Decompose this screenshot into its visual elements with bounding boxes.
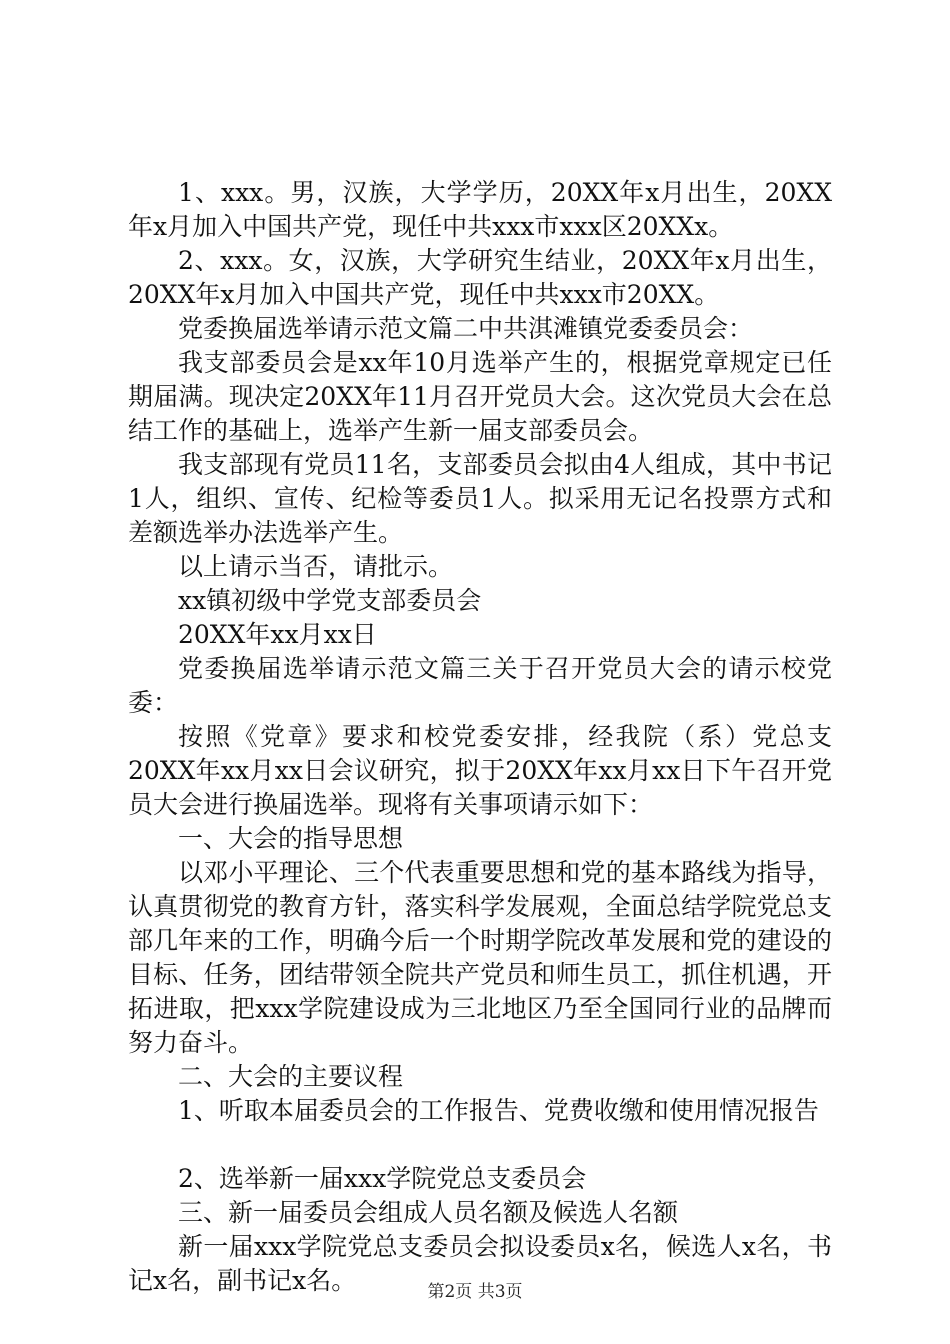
paragraph-member-count: 我支部现有党员11名，支部委员会拟由4人组成，其中书记1人，组织、宣传、纪检等委员1人。拟采用无记名投票方式和差额选举办法选举产生。 (128, 450, 832, 547)
paragraph-signature-date: 20XX年xx月xx日 (178, 620, 377, 649)
paragraph-candidate-1: 1、xxx。男，汉族，大学学历，20XX年x月出生，20XX年x月加入中国共产党，现任中共xxx市xxx区20XXx。 (128, 178, 832, 241)
paragraph-term-expired: 我支部委员会是xx年10月选举产生的，根据党章规定已任期届满。现决定20XX年11月召开党员大会。这次党员大会在总结工作的基础上，选举产生新一届支部委员会。 (128, 348, 832, 445)
paragraph-heading-sample-3: 党委换届选举请示范文篇三关于召开党员大会的请示校党委： (128, 654, 832, 717)
paragraph-candidate-2: 2、xxx。女，汉族，大学研究生结业，20XX年x月出生，20XX年x月加入中国共产党，现任中共xxx市20XX。 (128, 246, 832, 309)
page-number-footer: 第2页 共3页 (427, 1282, 523, 1302)
paragraph-heading-sample-2: 党委换届选举请示范文篇二中共淇滩镇党委委员会： (178, 314, 754, 343)
paragraph-signature-org: xx镇初级中学党支部委员会 (178, 586, 482, 615)
section-heading-guiding-thought: 一、大会的指导思想 (178, 824, 404, 853)
paragraph-guiding-thought: 以邓小平理论、三个代表重要思想和党的基本路线为指导，认真贯彻党的教育方针，落实科学发展观，全面总结学院党总支部几年来的工作，明确今后一个时期学院改革发展和党的建设的目标、任务，团结带领全院共产党员和师生员工，抓住机遇，开拓进取，把xxx学院建设成为三北地区乃至全国同行业的品牌而努力奋斗。 (128, 858, 832, 1057)
document-body (128, 176, 832, 1298)
paragraph-agenda-item-2: 2、选举新一届xxx学院党总支委员会 (178, 1164, 587, 1193)
paragraph-meeting-request: 按照《党章》要求和校党委安排，经我院（系）党总支20XX年xx月xx日会议研究，拟于20XX年xx月xx日下午召开党员大会进行换届选举。现将有关事项请示如下： (128, 722, 832, 819)
section-heading-quota: 三、新一届委员会组成人员名额及候选人名额 (178, 1198, 679, 1227)
paragraph-agenda-item-1: 1、听取本届委员会的工作报告、党费收缴和使用情况报告 (178, 1096, 819, 1125)
paragraph-quota: 新一届xxx学院党总支委员会拟设委员x名，候选人x名，书记x名，副书记x名。 (128, 1232, 832, 1295)
paragraph-request-approval: 以上请示当否，请批示。 (178, 552, 454, 581)
section-heading-agenda: 二、大会的主要议程 (178, 1062, 404, 1091)
